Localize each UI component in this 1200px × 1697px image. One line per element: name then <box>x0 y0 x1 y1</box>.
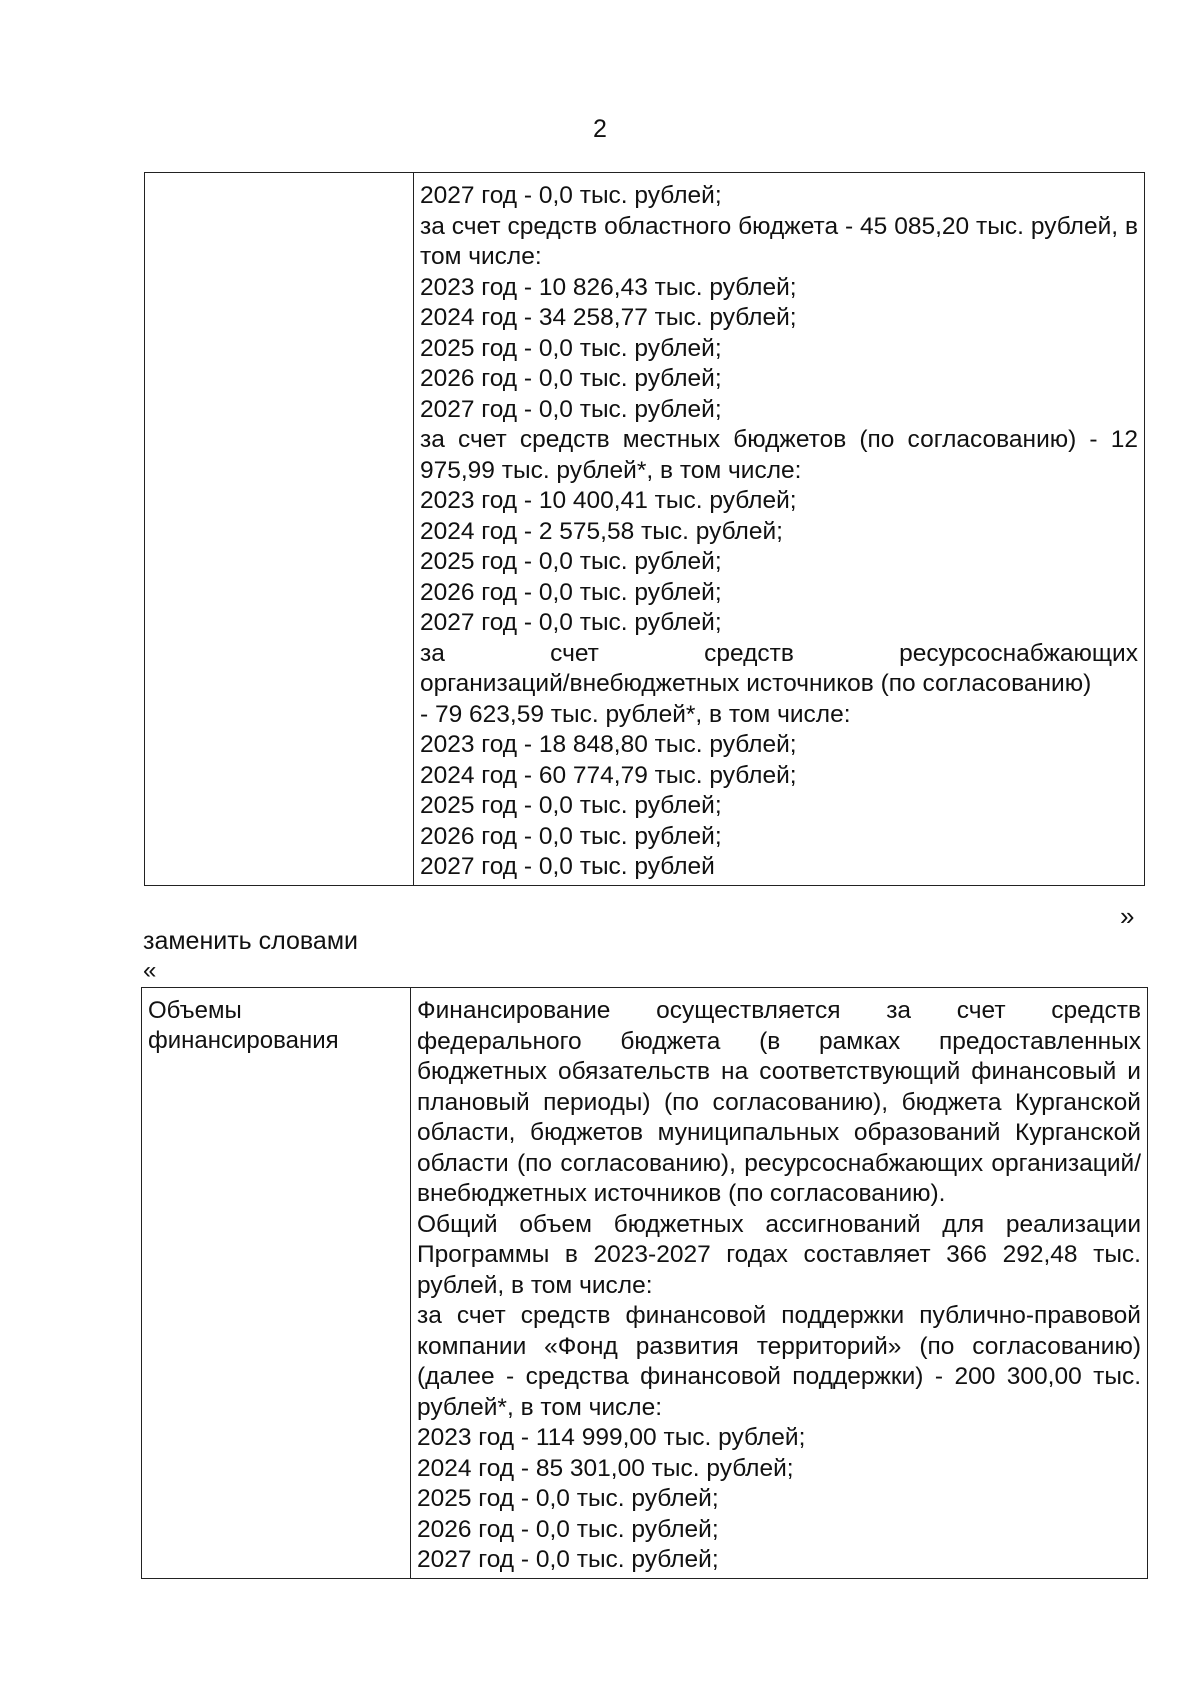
heading-line: финансирования <box>148 1027 339 1054</box>
funding-table-old <box>144 172 1145 886</box>
paragraph-resource-suppliers-line2: организаций/внебюджетных источников (по согласованию) <box>420 670 1092 697</box>
word: средств <box>704 639 794 667</box>
list-item: 2026 год - 0,0 тыс. рублей; <box>420 578 722 606</box>
paragraph-regional-budget: за счет средств областного бюджета - 45 085,20 тыс. рублей, в том числе: <box>420 212 1138 270</box>
list-item: 2023 год - 10 826,43 тыс. рублей; <box>420 273 797 301</box>
list-item: 2024 год - 85 301,00 тыс. рублей; <box>417 1454 794 1482</box>
page-number: 2 <box>593 115 607 143</box>
table-cell-heading <box>142 988 411 1579</box>
table-row <box>142 988 1148 1579</box>
list-item: 2023 год - 114 999,00 тыс. рублей; <box>417 1424 806 1451</box>
paragraph-local-budgets: за счет средств местных бюджетов (по согласованию) - 12 975,99 тыс. рублей*, в том числе: <box>420 426 1138 484</box>
list-item: 2026 год - 0,0 тыс. рублей; <box>417 1515 719 1543</box>
list-item: 2027 год - 0,0 тыс. рублей; <box>420 182 722 209</box>
table-cell-funding-details <box>414 173 1145 886</box>
word: счет <box>550 639 599 667</box>
paragraph-total-volume: Общий объем бюджетных ассигнований для реализации Программы в 2023-2027 годах составляет 366 292,48 тыс. рублей, в том числе: <box>417 1210 1141 1299</box>
list-item: 2027 год - 0,0 тыс. рублей <box>420 853 715 880</box>
paragraph-territory-fund: за счет средств финансовой поддержки публично-правовой компании «Фонд развития территорий» (по согласованию) (далее - средства финансовой поддержки) - 200 300,00 тыс. рублей*, в том числе: <box>417 1302 1141 1421</box>
paragraph-funding-sources: Финансирование осуществляется за счет средств федерального бюджета (в рамках предоставленных бюджетных обязательств на соответствующий финансовый и плановый периоды) (по согласованию), бюджета Курганской области, бюджетов муниципальных образований Курганской области (по согласованию), ресурсоснабжающих организаций/внебюджетных источников (по согласованию). <box>417 997 1141 1207</box>
list-item: 2027 год - 0,0 тыс. рублей; <box>420 609 722 636</box>
table-cell-empty <box>145 173 414 886</box>
list-item: 2025 год - 0,0 тыс. рублей; <box>417 1485 719 1512</box>
left-cell-text <box>145 173 413 181</box>
heading-line: Объемы <box>148 997 242 1024</box>
word: за <box>420 639 445 667</box>
list-item: 2024 год - 34 258,77 тыс. рублей; <box>420 304 797 331</box>
funding-table-new <box>141 987 1148 1579</box>
list-item: 2026 год - 0,0 тыс. рублей; <box>420 365 722 392</box>
list-item: 2023 год - 10 400,41 тыс. рублей; <box>420 487 797 514</box>
list-item: 2027 год - 0,0 тыс. рублей; <box>417 1546 719 1573</box>
list-item: 2027 год - 0,0 тыс. рублей; <box>420 395 722 423</box>
paragraph-resource-suppliers-line1 <box>420 639 1138 670</box>
replace-with-text: заменить словами <box>143 927 358 955</box>
closing-quote: » <box>1120 901 1135 931</box>
list-item: 2024 год - 60 774,79 тыс. рублей; <box>420 761 797 789</box>
table-cell-funding-details <box>411 988 1148 1579</box>
word: ресурсоснабжающих <box>899 639 1138 667</box>
paragraph-resource-suppliers-line3: - 79 623,59 тыс. рублей*, в том числе: <box>420 700 851 728</box>
list-item: 2025 год - 0,0 тыс. рублей; <box>420 334 722 362</box>
list-item: 2025 год - 0,0 тыс. рублей; <box>420 548 722 575</box>
list-item: 2025 год - 0,0 тыс. рублей; <box>420 792 722 819</box>
list-item: 2023 год - 18 848,80 тыс. рублей; <box>420 731 797 758</box>
list-item: 2026 год - 0,0 тыс. рублей; <box>420 822 722 850</box>
opening-quote: « <box>143 957 157 984</box>
list-item: 2024 год - 2 575,58 тыс. рублей; <box>420 517 783 545</box>
table-row <box>145 173 1145 886</box>
